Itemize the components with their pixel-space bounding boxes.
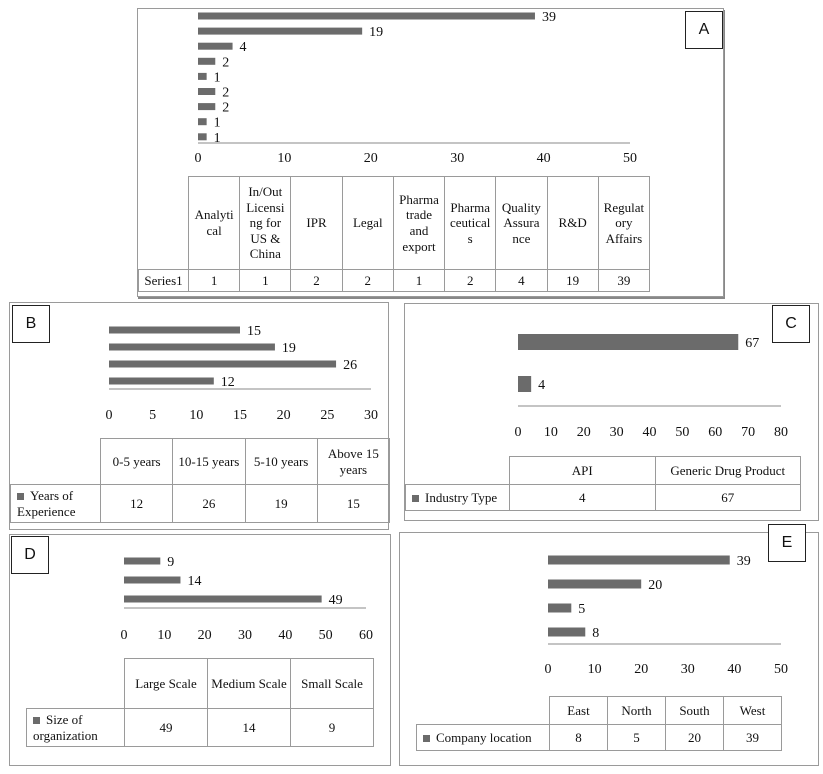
table-corner [139,177,189,270]
tick-label-e-50: 50 [774,662,788,677]
data-label-e-0: 8 [592,626,600,641]
table-value-a-7: 19 [547,270,598,292]
tick-label-c-40: 40 [642,425,657,440]
data-label-b-1: 26 [343,358,358,373]
table-value-a-3: 2 [342,270,393,292]
tick-label-b-30: 30 [364,408,378,423]
bar-a-5 [198,58,215,65]
table-header-a-2: IPR [291,177,342,270]
data-label-a-4: 1 [213,70,221,86]
tick-label-d-0: 0 [120,628,128,643]
tick-label-c-10: 10 [543,425,558,440]
table-header-d-1: Medium Scale [208,659,291,709]
data-label-e-1: 5 [578,602,586,617]
table-header-b-0: 0-5 years [101,439,173,485]
panel-letter-d: D [11,536,49,574]
series-name-c: Industry Type [406,485,510,511]
table-value-d-2: 9 [291,709,374,747]
table-value-b-1: 26 [173,485,245,523]
data-label-a-5: 2 [222,55,230,71]
table-header-c-1: Generic Drug Product [655,457,801,485]
table-value-b-0: 12 [101,485,173,523]
bar-b-0 [109,378,214,385]
bar-b-3 [109,327,240,334]
chart-panel-b [9,302,389,530]
chart-panel-c [404,303,819,521]
chart-panel-e [399,532,819,766]
data-label-c-0: 4 [538,378,546,393]
legend-key-b [17,493,24,500]
data-table-d [26,658,374,747]
bar-a-6 [198,43,233,50]
tick-label-c-60: 60 [708,425,723,440]
data-label-e-2: 20 [648,578,663,593]
bar-c-0 [518,376,531,392]
table-value-a-1: 1 [240,270,291,292]
bar-d-1 [124,577,180,584]
tick-label-a-10: 10 [277,151,292,166]
table-value-b-3: 15 [317,485,389,523]
series-name-d: Size of organization [27,709,125,747]
tick-label-d-40: 40 [278,628,293,643]
table-header-b-2: 5-10 years [245,439,317,485]
series-name-a: Series1 [139,270,189,292]
bar-b-1 [109,361,336,368]
table-header-b-1: 10-15 years [173,439,245,485]
series-name-b: Years of Experience [11,485,101,523]
table-value-a-5: 2 [445,270,496,292]
legend-key-d [33,717,40,724]
tick-label-c-50: 50 [675,425,690,440]
table-header-a-7: R&D [547,177,598,270]
data-label-a-1: 1 [213,115,221,131]
tick-label-a-40: 40 [536,151,551,166]
tick-label-b-0: 0 [105,408,113,423]
bar-a-8 [198,13,535,20]
table-header-e-1: North [608,697,666,725]
tick-label-d-30: 30 [238,628,252,643]
tick-label-a-30: 30 [450,151,465,166]
data-label-c-1: 67 [745,336,760,351]
tick-label-e-30: 30 [680,662,695,677]
table-header-a-6: Quality Assura nce [496,177,547,270]
table-value-e-3: 39 [724,725,782,751]
bar-c-1 [518,334,738,350]
data-label-a-6: 4 [239,40,247,56]
table-header-a-1: In/Out Licensi ng for US & China [240,177,291,270]
bar-chart-a [138,9,723,169]
table-header-a-3: Legal [342,177,393,270]
bar-a-0 [198,133,207,140]
table-header-a-5: Pharma ceutical s [445,177,496,270]
data-label-a-8: 39 [541,10,556,25]
data-table-b [10,438,390,523]
tick-label-e-0: 0 [544,662,552,677]
tick-label-d-60: 60 [359,628,373,643]
table-header-b-3: Above 15 years [317,439,389,485]
tick-label-c-80: 80 [774,425,788,440]
table-corner [417,697,550,725]
table-value-a-0: 1 [189,270,240,292]
bar-chart-c [405,304,818,444]
bar-e-2 [548,580,641,589]
bar-a-2 [198,103,215,110]
table-corner [406,457,510,485]
tick-label-e-10: 10 [587,662,602,677]
data-table-c [405,456,801,511]
legend-key-c [412,495,419,502]
tick-label-b-10: 10 [189,408,204,423]
bar-b-2 [109,344,275,351]
table-value-e-2: 20 [666,725,724,751]
tick-label-e-20: 20 [634,662,649,677]
data-label-b-0: 12 [220,375,235,390]
tick-label-c-70: 70 [741,425,756,440]
tick-label-e-40: 40 [727,662,742,677]
data-label-b-3: 15 [247,324,261,339]
bar-e-1 [548,604,571,613]
table-header-a-4: Pharma trade and export [393,177,444,270]
bar-a-4 [198,73,207,80]
table-value-e-0: 8 [550,725,608,751]
tick-label-c-30: 30 [609,425,624,440]
table-header-d-0: Large Scale [125,659,208,709]
table-header-c-0: API [510,457,656,485]
table-header-e-3: West [724,697,782,725]
data-label-e-3: 39 [736,554,751,569]
panel-letter-b: B [12,305,50,343]
table-value-e-1: 5 [608,725,666,751]
tick-label-d-10: 10 [157,628,172,643]
data-label-d-1: 14 [187,574,202,589]
table-header-e-2: South [666,697,724,725]
tick-label-b-5: 5 [149,408,157,423]
bar-a-1 [198,118,207,125]
tick-label-b-25: 25 [320,408,335,423]
table-value-c-0: 4 [510,485,656,511]
table-header-d-2: Small Scale [291,659,374,709]
bar-a-3 [198,88,215,95]
table-header-a-8: Regulat ory Affairs [598,177,649,270]
data-table-e [416,696,782,751]
bar-chart-e [400,533,818,683]
bar-chart-b [10,303,388,433]
data-label-d-2: 9 [167,555,175,570]
chart-panel-a [137,8,724,297]
bar-d-2 [124,558,160,565]
table-value-a-6: 4 [496,270,547,292]
tick-label-c-0: 0 [514,425,522,440]
tick-label-b-20: 20 [276,408,291,423]
table-value-d-1: 14 [208,709,291,747]
chart-panel-d [9,534,391,766]
panel-letter-e: E [768,524,806,562]
data-label-a-2: 2 [222,100,230,116]
table-value-d-0: 49 [125,709,208,747]
bar-e-0 [548,628,585,637]
bar-d-0 [124,596,322,603]
series-name-e: Company location [417,725,550,751]
data-label-a-0: 1 [213,130,221,146]
table-corner [11,439,101,485]
data-label-d-0: 49 [328,593,343,608]
table-header-e-0: East [550,697,608,725]
tick-label-a-50: 50 [623,151,637,166]
data-label-a-7: 19 [369,25,384,41]
bar-a-7 [198,28,362,35]
tick-label-c-20: 20 [576,425,591,440]
table-value-a-8: 39 [598,270,649,292]
tick-label-d-20: 20 [197,628,212,643]
bar-chart-d [10,535,390,655]
tick-label-a-0: 0 [194,151,202,166]
panel-letter-a: A [685,11,723,49]
tick-label-a-20: 20 [363,151,378,166]
data-label-a-3: 2 [222,85,230,101]
table-value-a-4: 1 [393,270,444,292]
data-table-a [138,176,650,292]
bar-e-3 [548,556,730,565]
table-value-b-2: 19 [245,485,317,523]
table-value-a-2: 2 [291,270,342,292]
tick-label-b-15: 15 [233,408,247,423]
legend-key-e [423,735,430,742]
table-value-c-1: 67 [655,485,801,511]
tick-label-d-50: 50 [318,628,333,643]
table-corner [27,659,125,709]
panel-letter-c: C [772,305,810,343]
data-label-b-2: 19 [281,341,296,356]
table-header-a-0: Analyti cal [189,177,240,270]
